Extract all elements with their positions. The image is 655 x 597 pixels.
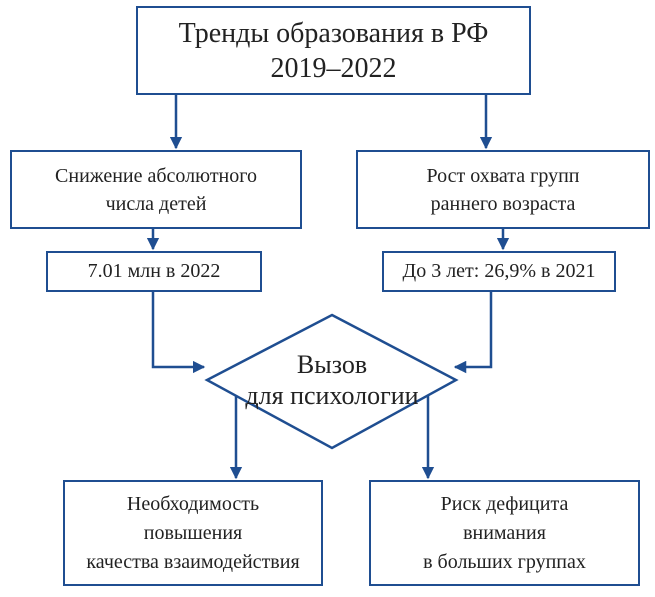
challenge-line-2: для психологии [245, 381, 419, 410]
arrow-right-stat-to-challenge [455, 292, 491, 367]
interaction-quality-line-3: качества взаимодействия [86, 550, 300, 573]
interaction-quality-line-1: Необходимость [126, 492, 260, 515]
declining-children-box [10, 150, 302, 229]
children-count-stat: 7.01 млн в 2022 [87, 260, 221, 282]
declining-children-line-1: Снижение абсолютного [55, 164, 257, 187]
attention-deficit-box [369, 480, 640, 586]
early-age-coverage-box [356, 150, 650, 229]
declining-children-line-2: числа детей [105, 192, 207, 215]
interaction-quality-line-2: повышения [143, 521, 243, 544]
attention-deficit-line-2: внимания [463, 521, 546, 544]
arrow-left-stat-to-challenge [153, 292, 204, 367]
attention-deficit-line-3: в больших группах [423, 550, 586, 573]
challenge-label [232, 334, 432, 426]
early-age-coverage-line-2: раннего возраста [430, 192, 576, 215]
children-count-stat-box [46, 251, 262, 292]
coverage-stat-box [382, 251, 616, 292]
coverage-stat: До 3 лет: 26,9% в 2021 [402, 260, 596, 282]
attention-deficit-line-1: Риск дефицита [440, 492, 569, 515]
interaction-quality-box [63, 480, 323, 586]
challenge-line-1: Вызов [296, 349, 368, 379]
title-line-2: 2019–2022 [270, 52, 397, 84]
title-line-1: Тренды образования в РФ [178, 17, 489, 49]
early-age-coverage-line-1: Рост охвата групп [426, 164, 580, 187]
title-box [136, 6, 531, 95]
